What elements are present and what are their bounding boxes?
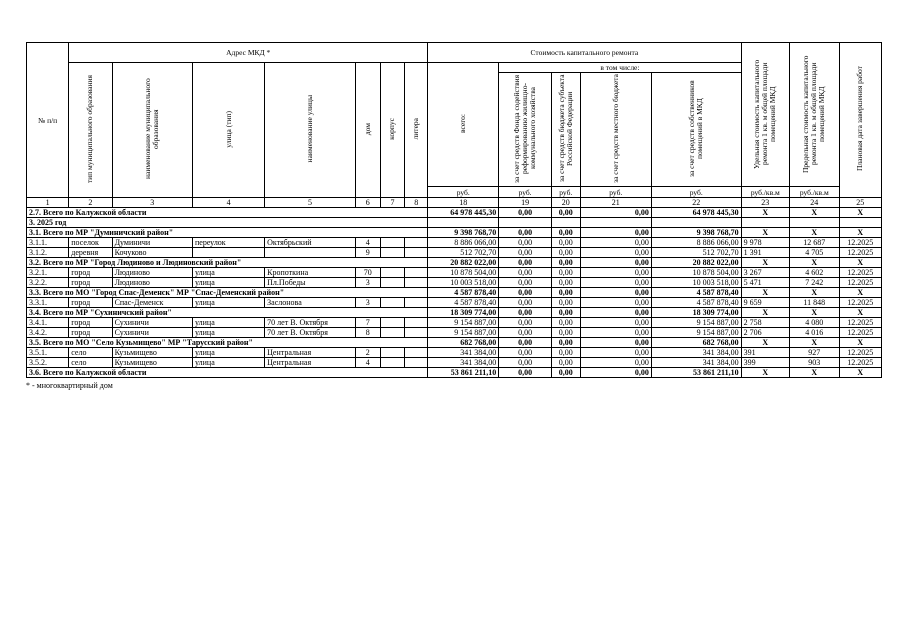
house-number: 3 [355,298,380,308]
mo-name: Сухиничи [112,318,192,328]
mo-type: город [69,318,112,328]
korpus-cell [380,318,405,328]
limit-cost: 903 [790,358,839,368]
cost-fund: 0,00 [499,258,552,268]
cost-local: 0,00 [580,248,651,258]
street-name: 70 лет В. Октября [265,328,356,338]
completion-date: 12.2025 [839,318,881,328]
col-number: 21 [580,198,651,208]
row-number: 3.4.1. [27,318,69,328]
empty-cell [580,218,651,228]
completion-date: X [839,338,881,348]
cost-fund: 0,00 [499,348,552,358]
cost-total: 8 886 066,00 [428,238,499,248]
house-number: 8 [355,328,380,338]
limit-cost: X [790,228,839,238]
cost-total: 18 309 774,00 [428,308,499,318]
street-type: переулок [192,238,264,248]
korpus-cell [380,348,405,358]
cost-local: 0,00 [580,278,651,288]
cost-owners: 341 384,00 [651,358,741,368]
limit-cost: 927 [790,348,839,358]
subtotal-label: 3.5. Всего по МО "Село Кузьмищево" МР "Тарусский район" [27,338,428,348]
repair-register-table [26,42,882,378]
unit-total: руб. [428,187,499,198]
mo-type: город [69,268,112,278]
limit-cost: X [790,258,839,268]
house-number: 70 [355,268,380,278]
subtotal-label: 3.2. Всего по МР "Город Людиново и Людиновский район" [27,258,428,268]
row-number: 3.5.2. [27,358,69,368]
cost-fund: 0,00 [499,358,552,368]
col-number: 3 [112,198,192,208]
cost-fund: 0,00 [499,278,552,288]
cost-total: 4 587 878,40 [428,288,499,298]
subtotal-row [27,228,882,238]
cost-local: 0,00 [580,318,651,328]
col-header-specific: Удельная стоимость капитального ремонта 1 кв. м общей площади помещений МКД [741,43,789,187]
mo-name: Кузьмищево [112,348,192,358]
cost-total: 682 768,00 [428,338,499,348]
specific-cost: 2 706 [741,328,789,338]
cost-fund: 0,00 [499,368,552,378]
litera-cell [405,358,428,368]
col-number: 18 [428,198,499,208]
cost-subject: 0,00 [551,358,580,368]
subtotal-label: 3.3. Всего по МО "Город Спас-Деменск" МР "Спас-Деменский район" [27,288,428,298]
limit-cost: X [790,368,839,378]
col-number: 7 [380,198,405,208]
house-number: 9 [355,248,380,258]
specific-cost: X [741,288,789,298]
litera-cell [405,348,428,358]
mo-name: Думиничи [112,238,192,248]
section-row [27,218,882,228]
limit-cost: 4 016 [790,328,839,338]
subtotal-row [27,338,882,348]
street-type: улица [192,348,264,358]
mo-type: город [69,298,112,308]
korpus-cell [380,238,405,248]
completion-date: 12.2025 [839,278,881,288]
document-page [26,42,882,390]
street-type: улица [192,268,264,278]
table-row [27,248,882,258]
cost-local: 0,00 [580,258,651,268]
subtotal-label: 3.4. Всего по МР "Сухиничский район" [27,308,428,318]
limit-cost: X [790,338,839,348]
empty-cell [551,218,580,228]
litera-cell [405,298,428,308]
mo-type: город [69,278,112,288]
cost-total: 10 878 504,00 [428,268,499,278]
table-row [27,268,882,278]
korpus-cell [380,358,405,368]
cost-subject: 0,00 [551,298,580,308]
completion-date: 12.2025 [839,268,881,278]
cost-total: 9 154 887,00 [428,328,499,338]
cost-fund: 0,00 [499,328,552,338]
cost-fund: 0,00 [499,308,552,318]
specific-cost: 399 [741,358,789,368]
mo-name: Людиново [112,268,192,278]
litera-cell [405,278,428,288]
col-group-address: Адрес МКД * [69,43,428,63]
footnote: * - многоквартирный дом [26,381,113,390]
unit-subject: руб. [551,187,580,198]
specific-cost: 3 267 [741,268,789,278]
cost-total: 9 398 768,70 [428,228,499,238]
limit-cost: X [790,308,839,318]
cost-local: 0,00 [580,368,651,378]
cost-total: 53 861 211,10 [428,368,499,378]
unit-fund: руб. [499,187,552,198]
unit-owners: руб. [651,187,741,198]
specific-cost: X [741,208,789,218]
house-number: 7 [355,318,380,328]
specific-cost: X [741,308,789,318]
col-header-subject: за счет средств бюджета субъекта Российской Федерации [551,73,580,187]
street-type: улица [192,278,264,288]
subtotal-row [27,368,882,378]
table-row [27,298,882,308]
cost-local: 0,00 [580,228,651,238]
completion-date: 12.2025 [839,358,881,368]
completion-date: X [839,288,881,298]
completion-date: X [839,308,881,318]
completion-date: X [839,368,881,378]
specific-cost: X [741,228,789,238]
subtotal-label: 3.1. Всего по МР "Думиничский район" [27,228,428,238]
completion-date: 12.2025 [839,328,881,338]
mo-name: Людиново [112,278,192,288]
cost-total: 4 587 878,40 [428,298,499,308]
empty-cell [839,218,881,228]
litera-cell [405,238,428,248]
cost-subject: 0,00 [551,328,580,338]
mo-name: Кочуково [112,248,192,258]
specific-cost: X [741,368,789,378]
subtotal-label: 2.7. Всего по Калужской области [27,208,428,218]
col-header-num: № п/п [27,43,69,198]
col-number: 25 [839,198,881,208]
street-name: Центральная [265,348,356,358]
subtotal-row [27,208,882,218]
section-label: 3. 2025 год [27,218,428,228]
col-number: 6 [355,198,380,208]
korpus-cell [380,268,405,278]
korpus-cell [380,248,405,258]
col-number: 23 [741,198,789,208]
limit-cost: 4 080 [790,318,839,328]
street-name: Пл.Победы [265,278,356,288]
limit-cost: 11 848 [790,298,839,308]
completion-date: X [839,258,881,268]
cost-fund: 0,00 [499,338,552,348]
cost-subject: 0,00 [551,288,580,298]
cost-owners: 8 886 066,00 [651,238,741,248]
cost-owners: 10 003 518,00 [651,278,741,288]
cost-subject: 0,00 [551,368,580,378]
house-number: 4 [355,238,380,248]
street-name: Кропоткина [265,268,356,278]
col-number: 24 [790,198,839,208]
col-number: 2 [69,198,112,208]
cost-total: 64 978 445,30 [428,208,499,218]
empty-cell [741,218,789,228]
cost-owners: 512 702,70 [651,248,741,258]
col-header-total: всего: [428,63,499,187]
col-header-owners: за счет средств собственников помещений в МКД [651,73,741,187]
cost-owners: 53 861 211,10 [651,368,741,378]
mo-type: город [69,328,112,338]
row-number: 3.2.1. [27,268,69,278]
litera-cell [405,328,428,338]
street-type: улица [192,328,264,338]
cost-local: 0,00 [580,358,651,368]
completion-date: X [839,208,881,218]
cost-owners: 4 587 878,40 [651,298,741,308]
col-number: 22 [651,198,741,208]
row-number: 3.3.1. [27,298,69,308]
mo-type: село [69,348,112,358]
house-number: 3 [355,278,380,288]
cost-total: 9 154 887,00 [428,318,499,328]
col-number: 20 [551,198,580,208]
specific-cost: X [741,258,789,268]
specific-cost: 1 391 [741,248,789,258]
cost-local: 0,00 [580,298,651,308]
cost-fund: 0,00 [499,238,552,248]
specific-cost: 5 471 [741,278,789,288]
col-number: 19 [499,198,552,208]
col-header-fund: за счет средств Фонда содействия реформированию жилищно-коммунального хозяйства [499,73,552,187]
empty-cell [651,218,741,228]
col-number: 1 [27,198,69,208]
cost-local: 0,00 [580,308,651,318]
korpus-cell [380,328,405,338]
cost-subject: 0,00 [551,258,580,268]
empty-cell [499,218,552,228]
litera-cell [405,268,428,278]
cost-subject: 0,00 [551,338,580,348]
mo-name: Кузьмищево [112,358,192,368]
col-header-litera: литера [405,63,428,198]
specific-cost: 9 978 [741,238,789,248]
limit-cost: 4 705 [790,248,839,258]
cost-subject: 0,00 [551,208,580,218]
col-number: 5 [265,198,356,208]
cost-subject: 0,00 [551,268,580,278]
table-row [27,348,882,358]
col-header-street-name: наименование улицы [265,63,356,198]
cost-fund: 0,00 [499,318,552,328]
col-number: 8 [405,198,428,208]
completion-date: 12.2025 [839,238,881,248]
limit-cost: X [790,288,839,298]
subtotal-row [27,258,882,268]
cost-owners: 10 878 504,00 [651,268,741,278]
cost-subject: 0,00 [551,308,580,318]
cost-fund: 0,00 [499,288,552,298]
cost-owners: 682 768,00 [651,338,741,348]
cost-subject: 0,00 [551,238,580,248]
completion-date: 12.2025 [839,248,881,258]
specific-cost: 2 758 [741,318,789,328]
empty-cell [428,218,499,228]
row-number: 3.2.2. [27,278,69,288]
specific-cost: X [741,338,789,348]
limit-cost: 7 242 [790,278,839,288]
cost-total: 512 702,70 [428,248,499,258]
cost-local: 0,00 [580,268,651,278]
col-group-including: в том числе: [499,63,741,73]
street-type [192,248,264,258]
street-type: улица [192,358,264,368]
cost-total: 341 384,00 [428,348,499,358]
cost-local: 0,00 [580,208,651,218]
cost-local: 0,00 [580,338,651,348]
completion-date: 12.2025 [839,348,881,358]
cost-fund: 0,00 [499,208,552,218]
col-header-house: дом [355,63,380,198]
street-name: Октябрьский [265,238,356,248]
cost-owners: 18 309 774,00 [651,308,741,318]
cost-fund: 0,00 [499,298,552,308]
col-header-limit: Предельная стоимость капитального ремонта 1 кв. м общей площади помещений МКД [790,43,839,187]
col-header-korpus: корпус [380,63,405,198]
row-number: 3.5.1. [27,348,69,358]
table-row [27,318,882,328]
subtotal-row [27,308,882,318]
limit-cost: 12 687 [790,238,839,248]
litera-cell [405,248,428,258]
mo-name: Сухиничи [112,328,192,338]
korpus-cell [380,298,405,308]
cost-total: 20 882 022,00 [428,258,499,268]
cost-total: 10 003 518,00 [428,278,499,288]
street-type: улица [192,318,264,328]
subtotal-row [27,288,882,298]
cost-subject: 0,00 [551,278,580,288]
cost-owners: 64 978 445,30 [651,208,741,218]
street-name: Заслонова [265,298,356,308]
cost-fund: 0,00 [499,268,552,278]
table-row [27,238,882,248]
house-number: 4 [355,358,380,368]
mo-name: Спас-Деменск [112,298,192,308]
mo-type: поселок [69,238,112,248]
street-type: улица [192,298,264,308]
completion-date: X [839,228,881,238]
cost-owners: 341 384,00 [651,348,741,358]
col-header-type-mo: тип муниципального образования [69,63,112,198]
cost-fund: 0,00 [499,248,552,258]
cost-owners: 20 882 022,00 [651,258,741,268]
street-name: 70 лет В. Октября [265,318,356,328]
col-number: 4 [192,198,264,208]
table-row [27,278,882,288]
cost-subject: 0,00 [551,228,580,238]
table-row [27,328,882,338]
unit-limit: руб./кв.м [790,187,839,198]
house-number: 2 [355,348,380,358]
cost-local: 0,00 [580,348,651,358]
cost-owners: 4 587 878,40 [651,288,741,298]
street-name [265,248,356,258]
korpus-cell [380,278,405,288]
cost-local: 0,00 [580,238,651,248]
row-number: 3.1.1. [27,238,69,248]
column-number-row [27,198,882,208]
cost-owners: 9 154 887,00 [651,328,741,338]
unit-specific: руб./кв.м [741,187,789,198]
cost-subject: 0,00 [551,248,580,258]
cost-local: 0,00 [580,288,651,298]
specific-cost: 391 [741,348,789,358]
cost-owners: 9 398 768,70 [651,228,741,238]
cost-total: 341 384,00 [428,358,499,368]
col-header-name-mo: наименование муниципального образования [112,63,192,198]
street-name: Центральная [265,358,356,368]
mo-type: деревня [69,248,112,258]
row-number: 3.1.2. [27,248,69,258]
limit-cost: X [790,208,839,218]
col-group-cost: Стоимость капитального ремонта [428,43,741,63]
cost-fund: 0,00 [499,228,552,238]
col-header-local: за счет средств местного бюджета [580,73,651,187]
col-header-street-type: улица (тип) [192,63,264,198]
table-body [27,208,882,378]
litera-cell [405,318,428,328]
cost-owners: 9 154 887,00 [651,318,741,328]
empty-cell [790,218,839,228]
specific-cost: 9 659 [741,298,789,308]
completion-date: 12.2025 [839,298,881,308]
table-row [27,358,882,368]
cost-subject: 0,00 [551,318,580,328]
limit-cost: 4 602 [790,268,839,278]
subtotal-label: 3.6. Всего по Калужской области [27,368,428,378]
row-number: 3.4.2. [27,328,69,338]
cost-subject: 0,00 [551,348,580,358]
col-header-date: Плановая дата завершения работ [839,43,881,198]
unit-local: руб. [580,187,651,198]
mo-type: село [69,358,112,368]
cost-local: 0,00 [580,328,651,338]
